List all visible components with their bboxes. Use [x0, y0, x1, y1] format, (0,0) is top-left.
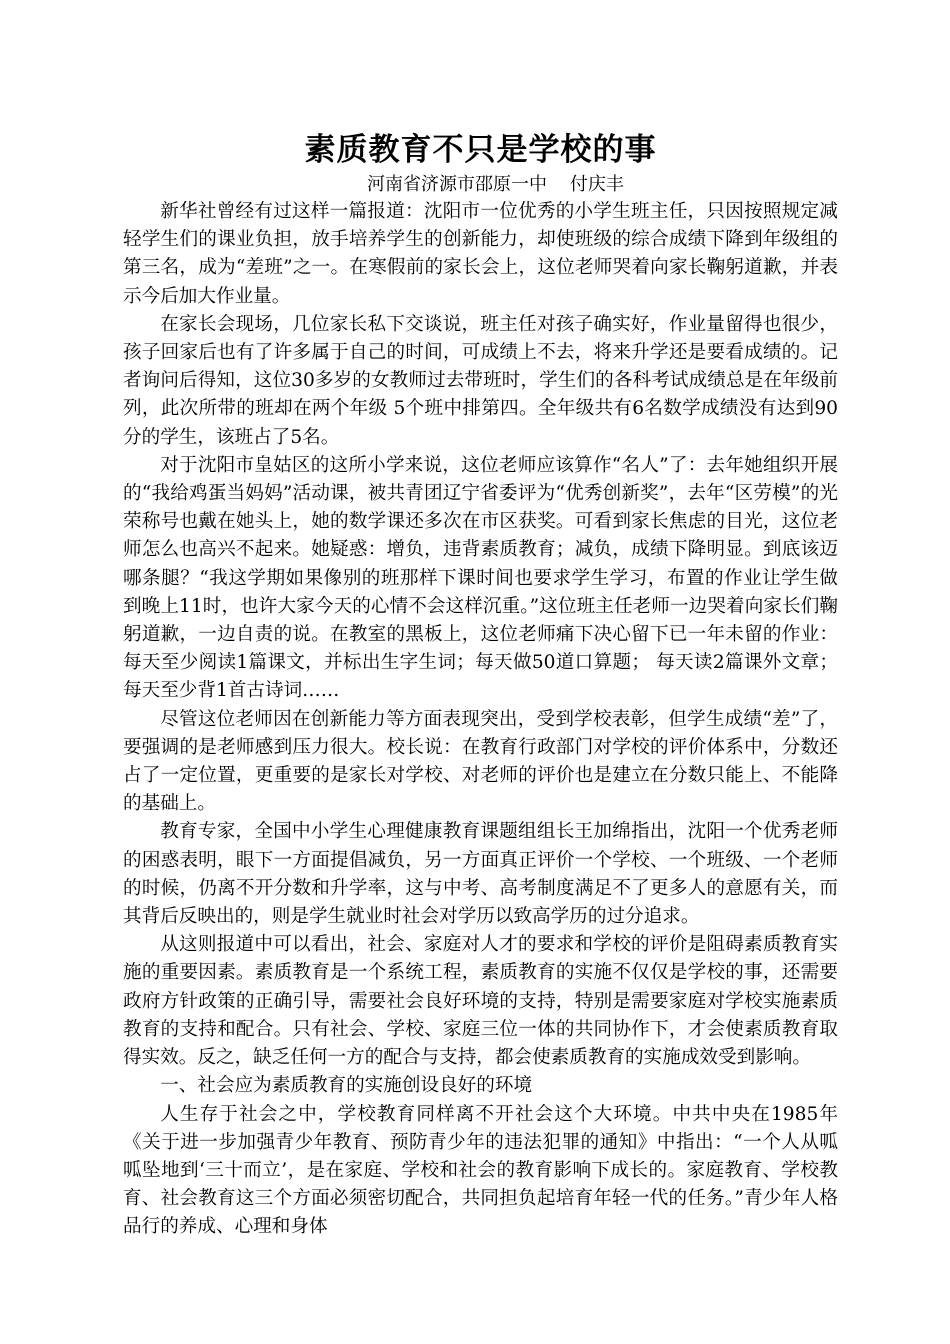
paragraph-4: 尽管这位老师因在创新能力等方面表现突出，受到学校表彰，但学生成绩“差”了，要强调的是老师感到压力很大。校长说：在教育行政部门对学校的评价体系中，分数还占了一定位置，更重要的是家长对学校、对老师的评价也是建立在分数只能上、不能降的基础上。 [123, 708, 838, 815]
paragraph-2: 在家长会现场，几位家长私下交谈说，班主任对孩子确实好，作业量留得也很少，孩子回家后也有了许多属于自己的时间，可成绩上不去，将来升学还是要看成绩的。记者询问后得知，这位30多岁的女教师过去带班时，学生们的各科考试成绩总是在年级前列，此次所带的班却在两个年级 5个班中排第四。全年级共有6名数学成绩没有达到90分的学生，该班占了5名。 [123, 313, 838, 448]
paragraph-3: 对于沈阳市皇姑区的这所小学来说，这位老师应该算作“名人”了：去年她组织开展的“我给鸡蛋当妈妈”活动课，被共青团辽宁省委评为“优秀创新奖”，去年“区劳模”的光荣称号也戴在她头上，她的数学课还多次在市区获奖。可看到家长焦虑的目光，这位老师怎么也高兴不起来。她疑惑：增负，违背素质教育；减负，成绩下降明显。到底该迈哪条腿？“我这学期如果像别的班那样下课时间也要求学生学习，布置的作业让学生做到晚上11时，也许大家今天的心情不会这样沉重。”这位班主任老师一边哭着向家长们鞠躬道歉，一边自责的说。在教室的黑板上，这位老师痛下决心留下已一年未留的作业：每天至少阅读1篇课文，并标出生字生词；每天做50道口算题； 每天读2篇课外文章；每天至少背1首古诗词…… [123, 454, 838, 702]
paragraph-5: 教育专家，全国中小学生心理健康教育课题组组长王加绵指出，沈阳一个优秀老师的困惑表明，眼下一方面提倡减负，另一方面真正评价一个学校、一个班级、一个老师的时候，仍离不开分数和升学率，这与中考、高考制度满足不了更多人的意愿有关，而其背后反映出的，则是学生就业时社会对学历以致高学历的过分追求。 [123, 821, 838, 928]
paragraph-1: 新华社曾经有过这样一篇报道：沈阳市一位优秀的小学生班主任，只因按照规定减轻学生们的课业负担，放手培养学生的创新能力，却使班级的综合成绩下降到年级组的第三名，成为“差班”之一。在寒假前的家长会上，这位老师哭着向家长鞠躬道歉，并表示今后加大作业量。 [123, 201, 838, 307]
document-author: 河南省济源市邵原一中 付庆丰 [367, 174, 624, 195]
paragraph-7: 人生存于社会之中，学校教育同样离不开社会这个大环境。中共中央在1985年《关于进一步加强青少年教育、预防青少年的违法犯罪的通知》中指出：“一个人从呱呱坠地到‘三十而立’，是在家庭、学校和社会的教育影响下成长的。家庭教育、学校教育、社会教育这三个方面必须密切配合，共同担负起培育年轻一代的任务。”青少年人格品行的养成、心理和身体 [123, 1103, 838, 1238]
document-page [123, 128, 838, 1242]
section-heading-1: 一、社会应为素质教育的实施创设良好的环境 [160, 1075, 533, 1097]
paragraph-6: 从这则报道中可以看出，社会、家庭对人才的要求和学校的评价是阻碍素质教育实施的重要因素。素质教育是一个系统工程，素质教育的实施不仅仅是学校的事，还需要政府方针政策的正确引导，需要社会良好环境的支持，特别是需要家庭对学校实施素质教育的支持和配合。只有社会、学校、家庭三位一体的共同协作下，才会使素质教育取得实效。反之，缺乏任何一方的配合与支持，都会使素质教育的实施成效受到影响。 [123, 934, 838, 1069]
document-title: 素质教育不只是学校的事 [304, 132, 657, 168]
